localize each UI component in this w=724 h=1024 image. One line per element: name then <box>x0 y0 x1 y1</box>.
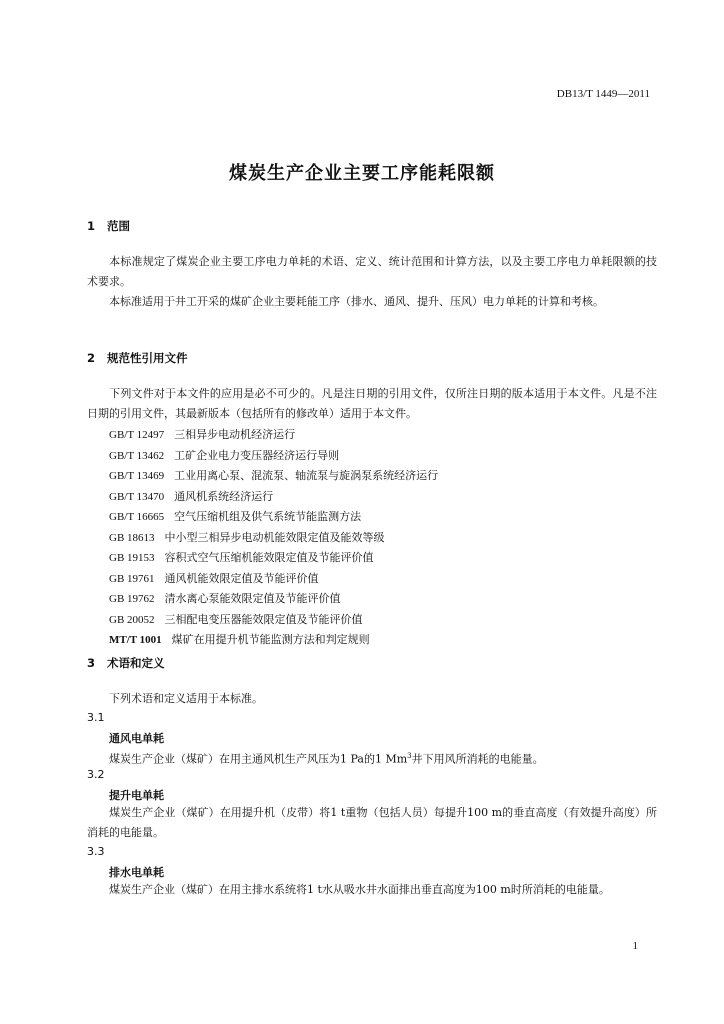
term-definition-text-end: 井下用风所消耗的电能量。 <box>411 752 544 766</box>
reference-code: GB/T 12497 <box>109 429 165 441</box>
term-name: 排水电单耗 <box>109 866 164 879</box>
clause-number: 3.2 <box>87 768 105 781</box>
section-number: 3 <box>87 656 96 670</box>
reference-title: 容积式空气压缩机能效限定值及节能评价值 <box>164 551 374 564</box>
scope-paragraph-2 <box>87 292 657 312</box>
section-title: 术语和定义 <box>107 656 165 670</box>
reference-title: 三相异步电动机经济运行 <box>174 428 296 441</box>
reference-item <box>109 466 438 487</box>
reference-list <box>109 425 438 651</box>
reference-code: GB/T 16665 <box>109 511 165 523</box>
reference-code: GB 19762 <box>109 593 155 605</box>
reference-item <box>109 610 438 631</box>
section-title: 规范性引用文件 <box>107 351 188 365</box>
reference-item <box>109 425 438 446</box>
reference-code: GB 19761 <box>109 572 155 585</box>
terms-intro <box>87 689 657 709</box>
reference-item <box>109 507 438 528</box>
section-number: 1 <box>87 219 96 233</box>
reference-title: 中小型三相异步电动机能效限定值及能效等级 <box>164 530 385 544</box>
reference-code: GB 20052 <box>109 613 155 626</box>
reference-code: GB/T 13470 <box>109 490 165 503</box>
term-definition <box>87 746 657 770</box>
term-name: 提升电单耗 <box>109 789 164 802</box>
section-heading-scope <box>87 218 130 234</box>
reference-code: GB/T 13469 <box>109 470 165 482</box>
section-heading-terms <box>87 655 165 671</box>
reference-code: MT/T 1001 <box>109 634 162 646</box>
reference-title: 三相配电变压器能效限定值及节能评价值 <box>164 612 363 626</box>
reference-code: GB 19153 <box>109 552 155 564</box>
references-intro-text: 下列文件对于本文件的应用是必不可少的。凡是注日期的引用文件，仅所注日期的版本适用于本文件。凡是不注日期的引用文件，其最新版本（包括所有的修改单）适用于本文件。 <box>87 387 657 420</box>
reference-title: 空气压缩机组及供气系统节能监测方法 <box>174 510 362 523</box>
term-definition-text: 煤炭生产企业（煤矿）在用主通风机生产风压为1 Pa的1 Mm <box>109 752 408 766</box>
scope-text-2: 本标准适用于井工开采的煤矿企业主要耗能工序（排水、通风、提升、压风）电力单耗的计算和考核。 <box>109 295 604 308</box>
section-number: 2 <box>87 351 96 365</box>
section-heading-references <box>87 350 188 366</box>
scope-text-1: 本标准规定了煤炭企业主要工序电力单耗的术语、定义、统计范围和计算方法，以及主要工序电力单耗限额的技术要求。 <box>87 255 657 288</box>
reference-item <box>109 569 438 590</box>
reference-title: 煤矿在用提升机节能监测方法和判定规则 <box>171 633 370 646</box>
reference-item <box>109 446 438 467</box>
reference-item <box>109 528 438 549</box>
page-number: 1 <box>632 940 638 952</box>
reference-item <box>109 630 438 651</box>
terms-intro-text: 下列术语和定义适用于本标准。 <box>109 692 263 705</box>
reference-item <box>109 589 438 610</box>
term-definition <box>87 880 657 900</box>
term-definition <box>87 803 657 843</box>
standard-code: DB13/T 1449—2011 <box>556 88 650 100</box>
reference-title: 工业用离心泵、混流泵、轴流泵与旋涡泵系统经济运行 <box>174 469 439 482</box>
section-title: 范围 <box>107 219 130 233</box>
reference-item <box>109 548 438 569</box>
reference-item <box>109 487 438 508</box>
superscript: 3 <box>407 752 412 760</box>
references-intro <box>87 384 657 424</box>
reference-code: GB 18613 <box>109 531 155 544</box>
reference-code: GB/T 13462 <box>109 449 165 462</box>
clause-number: 3.1 <box>87 711 105 724</box>
term-definition-text: 煤炭生产企业（煤矿）在用主排水系统将1 t水从吸水井水面排出垂直高度为100 m时所消耗的电能量。 <box>109 883 610 896</box>
term-definition-text: 煤炭生产企业（煤矿）在用提升机（皮带）将1 t重物（包括人员）每提升100 m的垂直高度（有效提升高度）所消耗的电能量。 <box>87 806 657 839</box>
reference-title: 通风机系统经济运行 <box>174 489 274 503</box>
reference-title: 通风机能效限定值及节能评价值 <box>164 571 319 585</box>
clause-number: 3.3 <box>87 845 105 858</box>
reference-title: 清水离心泵能效限定值及节能评价值 <box>164 592 341 605</box>
scope-paragraph-1 <box>87 252 657 292</box>
document-title: 煤炭生产企业主要工序能耗限额 <box>229 163 495 184</box>
term-name: 通风电单耗 <box>109 732 164 745</box>
reference-title: 工矿企业电力变压器经济运行导则 <box>174 448 340 462</box>
